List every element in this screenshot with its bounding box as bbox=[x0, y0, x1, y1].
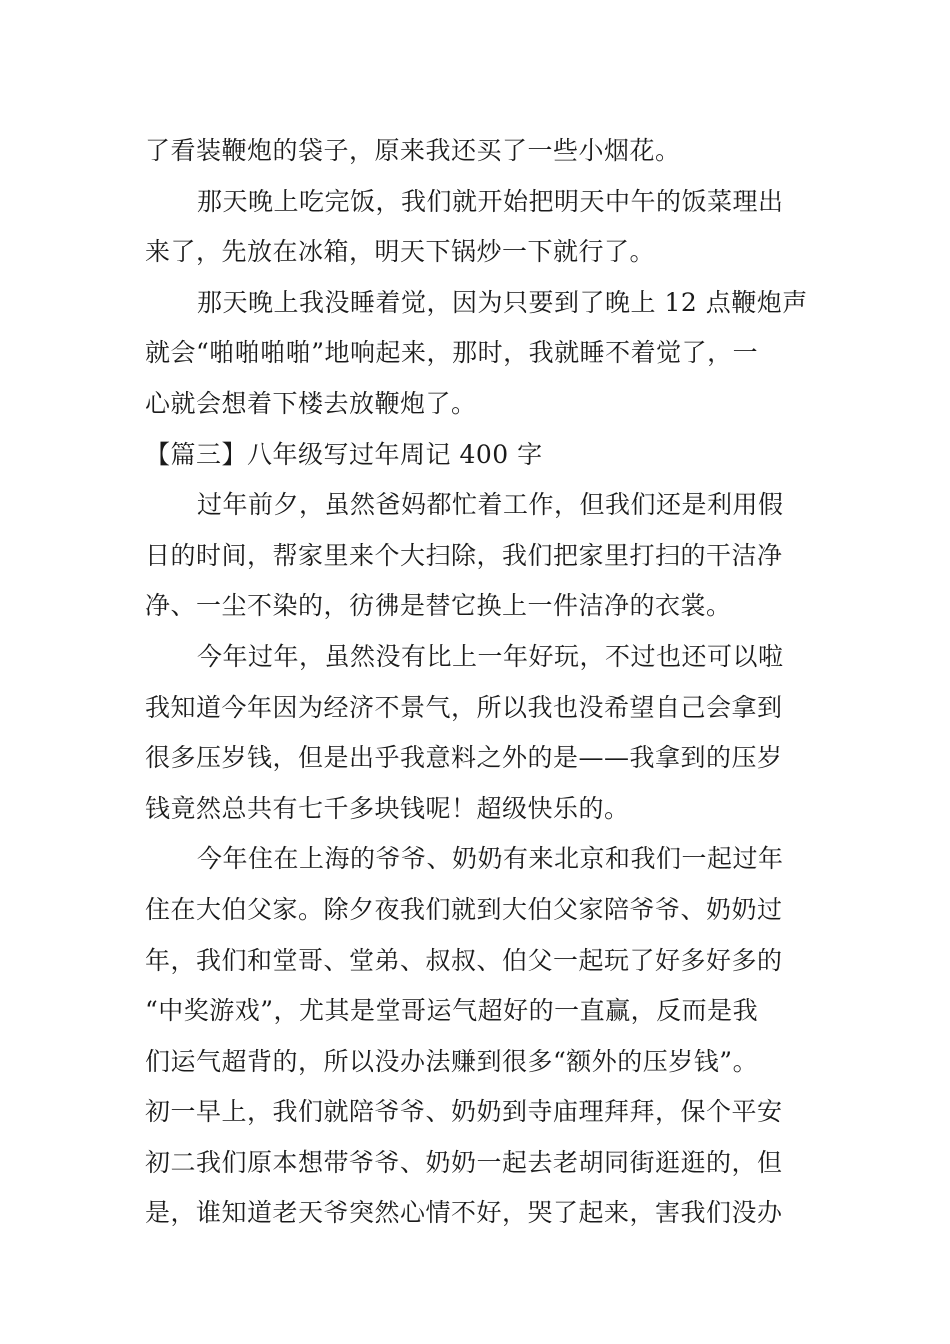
text-line: 心就会想着下楼去放鞭炮了。 bbox=[145, 388, 477, 418]
text-line: 我知道今年因为经济不景气，所以我也没希望自己会拿到 bbox=[145, 692, 783, 722]
text-line: “中奖游戏”，尤其是堂哥运气超好的一直赢，反而是我 bbox=[145, 996, 759, 1026]
text-line: 钱竟然总共有七千多块钱呢！超级快乐的。 bbox=[145, 793, 630, 823]
text-line: 是，谁知道老天爷突然心情不好，哭了起来，害我们没办 bbox=[145, 1198, 783, 1228]
paragraph-first-line: 那天晚上我没睡着觉，因为只要到了晚上 12 点鞭炮声 bbox=[197, 287, 808, 317]
text-line: 来了，先放在冰箱，明天下锅炒一下就行了。 bbox=[145, 237, 656, 267]
text-line: 们运气超背的，所以没办法赚到很多“额外的压岁钱”。 bbox=[145, 1046, 759, 1076]
paragraph-first-line: 过年前夕，虽然爸妈都忙着工作，但我们还是利用假 bbox=[197, 490, 784, 520]
text-line: 住在大伯父家。除夕夜我们就到大伯父家陪爷爷、奶奶过 bbox=[145, 894, 783, 924]
text-line: 了看装鞭炮的袋子，原来我还买了一些小烟花。 bbox=[145, 136, 681, 165]
document-body bbox=[145, 126, 810, 1239]
text-line: 很多压岁钱，但是出乎我意料之外的是——我拿到的压岁 bbox=[145, 743, 783, 773]
paragraph-first-line: 今年过年，虽然没有比上一年好玩，不过也还可以啦 bbox=[197, 641, 784, 671]
paragraph-first-line: 今年住在上海的爷爷、奶奶有来北京和我们一起过年 bbox=[197, 844, 784, 874]
paragraph-first-line: 那天晚上吃完饭，我们就开始把明天中午的饭菜理出 bbox=[197, 186, 784, 216]
text-line: 净、一尘不染的，彷彿是替它换上一件洁净的衣裳。 bbox=[145, 591, 732, 621]
text-line: 年，我们和堂哥、堂弟、叔叔、伯父一起玩了好多好多的 bbox=[145, 945, 783, 975]
text-line: 初二我们原本想带爷爷、奶奶一起去老胡同街逛逛的，但 bbox=[145, 1147, 783, 1177]
text-line: 就会“啪啪啪啪”地响起来，那时，我就睡不着觉了，一 bbox=[145, 338, 759, 368]
text-line: 日的时间，帮家里来个大扫除，我们把家里打扫的干洁净 bbox=[145, 540, 783, 570]
text-line: 初一早上，我们就陪爷爷、奶奶到寺庙理拜拜，保个平安 bbox=[145, 1097, 783, 1127]
section-heading: 【篇三】八年级写过年周记 400 字 bbox=[145, 439, 543, 469]
